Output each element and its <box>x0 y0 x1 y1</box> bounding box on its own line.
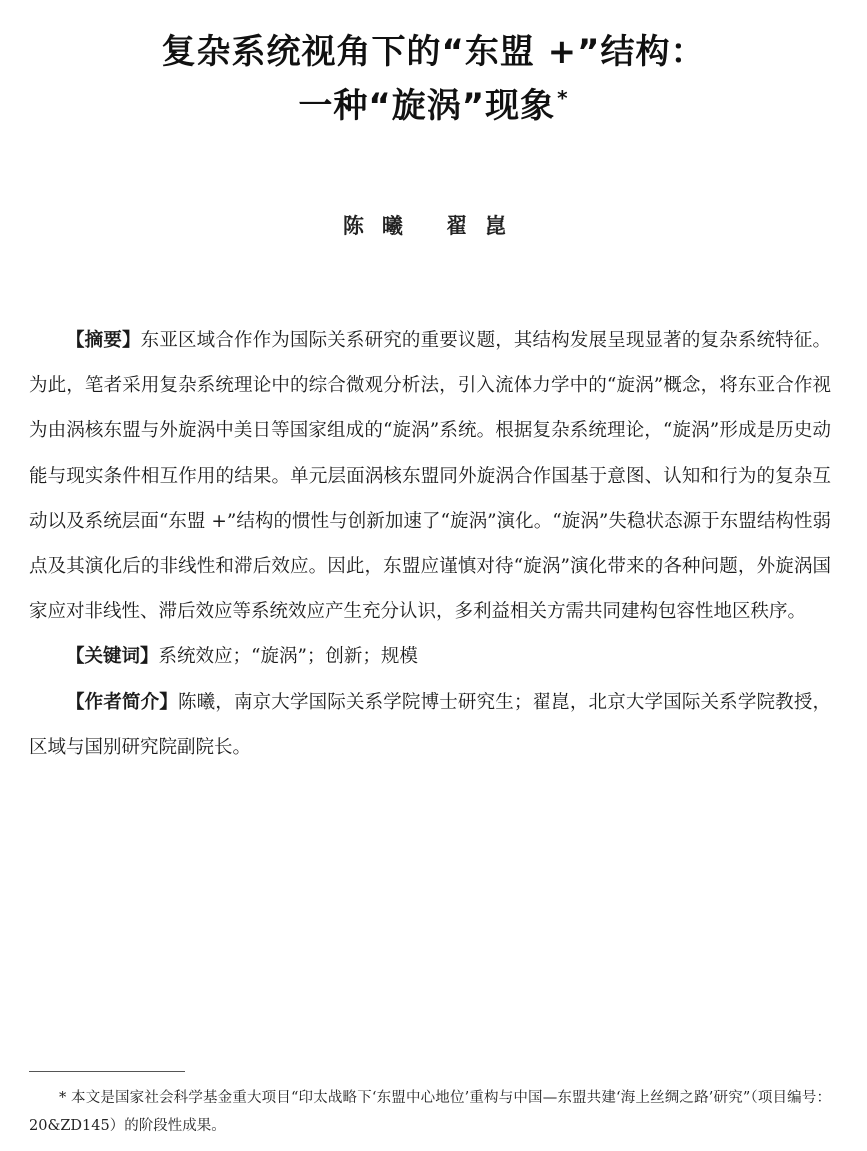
abstract-section <box>29 318 831 770</box>
footnote-text: 本文是国家社会科学基金重大项目“印太战略下‘东盟中心地位’重构与中国—东盟共建‘海上丝绸之路’研究”（项目编号：20&ZD145）的阶段性成果。 <box>29 1090 832 1134</box>
keywords-text: 系统效应；“旋涡”；创新；规模 <box>158 646 418 668</box>
title-footnote-mark[interactable]: * <box>557 85 569 110</box>
author-bio-label: 【作者简介】 <box>66 691 178 713</box>
title-line-1-text: 复杂系统视角下的“东盟 +”结构： <box>161 32 706 72</box>
keywords-paragraph <box>29 634 831 679</box>
abstract-paragraph <box>29 318 831 634</box>
author-names: 陈曦 翟崑 <box>342 213 525 238</box>
author-bio-text: 陈曦，南京大学国际关系学院博士研究生；翟崑，北京大学国际关系学院教授，区域与国别研究院副院长。 <box>29 691 831 758</box>
title-line-2-text: 一种“旋涡”现象 <box>298 86 556 126</box>
article-title-line-2 <box>0 78 867 127</box>
keywords-label: 【关键词】 <box>66 646 159 668</box>
footnote <box>29 1084 831 1140</box>
abstract-label: 【摘要】 <box>66 330 141 351</box>
footnote-divider <box>29 1071 185 1072</box>
author-bio-paragraph <box>29 680 831 770</box>
abstract-text: 东亚区域合作作为国际关系研究的重要议题，其结构发展呈现显著的复杂系统特征。为此，笔者采用复杂系统理论中的综合微观分析法，引入流体力学中的“旋涡”概念，将东亚合作视为由涡核东盟与外旋涡中美日等国家组成的“旋涡”系统。根据复杂系统理论，“旋涡”形成是历史动能与现实条件相互作用的结果。单元层面涡核东盟同外旋涡合作国基于意图、认知和行为的复杂互动以及系统层面“东盟 +”结构的惯性与创新加速了“旋涡”演化。“旋涡”失稳状态源于东盟结构性弱点及其演化后的非线性和滞后效应。因此，东盟应谨慎对待“旋涡”演化带来的各种问题，外旋涡国家应对非线性、滞后效应等系统效应产生充分认识，多利益相关方需共同建构包容性地区秩序。 <box>29 330 831 623</box>
article-title-line-1 <box>0 24 867 73</box>
footnote-mark: * <box>59 1090 67 1106</box>
